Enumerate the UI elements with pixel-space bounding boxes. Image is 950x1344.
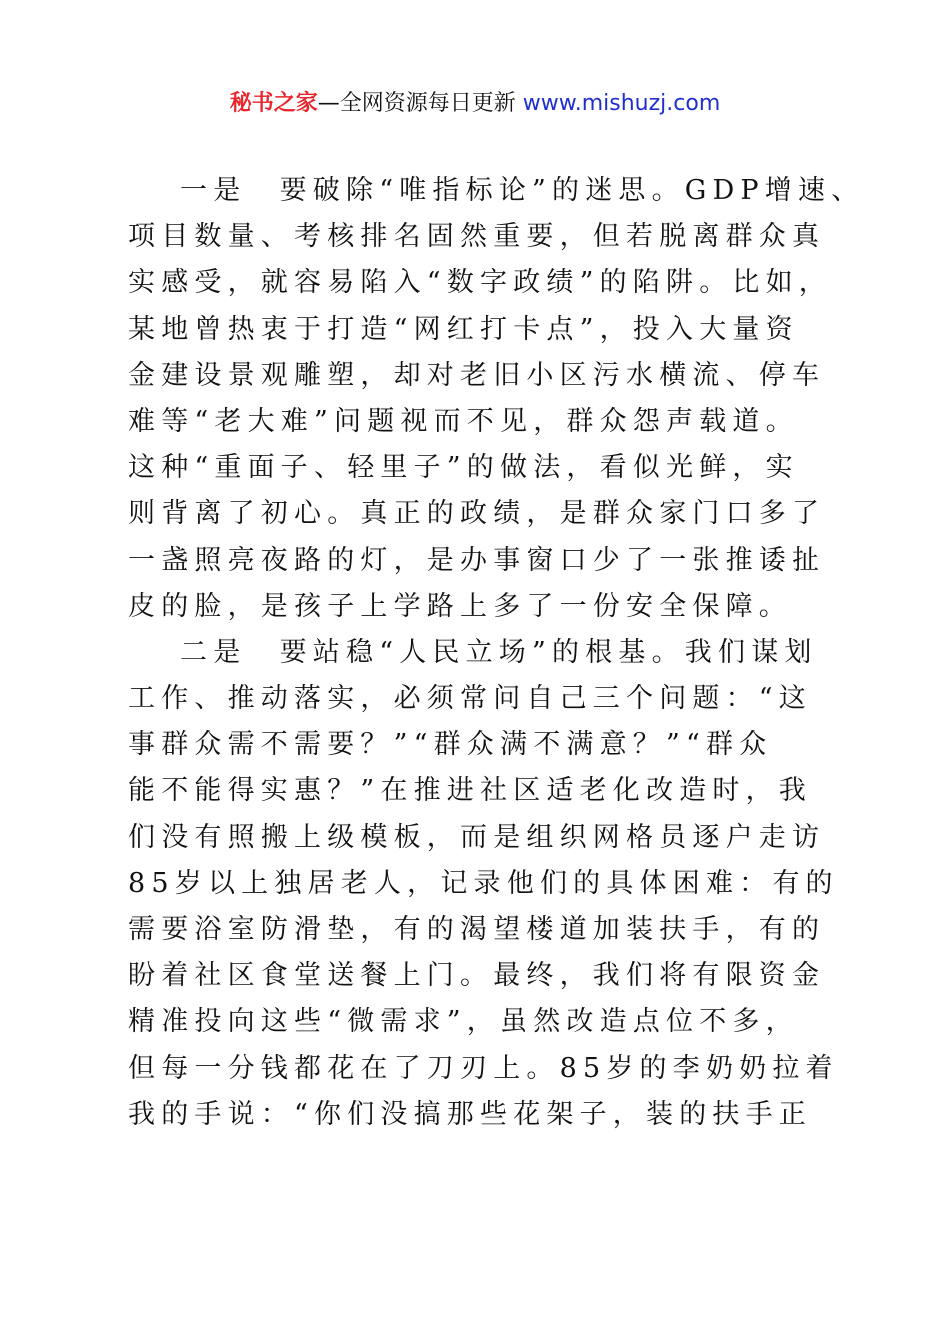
paragraph-line: 能不能得实惠？”在推进社区适老化改造时，我 <box>128 775 813 807</box>
paragraph-line: 这种“重面子、轻里子”的做法，看似光鲜，实 <box>128 452 799 484</box>
paragraph-line: 我的手说：“你们没搞那些花架子，装的扶手正 <box>128 1098 813 1130</box>
header-tagline: —全网资源每日更新 <box>317 91 516 116</box>
paragraph-line: 某地曾热衷于打造“网红打卡点”，投入大量资 <box>128 313 799 345</box>
paragraph-line: 一盏照亮夜路的灯，是办事窗口少了一张推诿扯 <box>128 544 826 576</box>
paragraph-line: 盼着社区食堂送餐上门。最终，我们将有限资金 <box>128 960 826 992</box>
paragraph-line: 二是 要站稳“人民立场”的根基。我们谋划 <box>180 636 818 668</box>
paragraph-line: 皮的脸，是孩子上学路上多了一份安全保障。 <box>128 590 792 622</box>
paragraph-line: 需要浴室防滑垫，有的渴望楼道加装扶手，有的 <box>128 914 826 945</box>
paragraph-line: 工作、推动落实，必须常问自己三个问题：“这 <box>128 683 813 715</box>
page-header <box>0 88 950 120</box>
paragraph-line: 难等“老大难”问题视而不见，群众怨声载道。 <box>128 405 799 437</box>
paragraph-line: 精准投向这些“微需求”，虽然改造点位不多， <box>128 1006 799 1038</box>
document-body <box>128 168 865 1138</box>
paragraph-line: 但每一分钱都花在了刀刃上。85岁的李奶奶拉着 <box>128 1052 839 1084</box>
paragraph-line: 金建设景观雕塑，却对老旧小区污水横流、停车 <box>128 359 826 391</box>
paragraph-line: 事群众需不需要？”“群众满不满意？”“群众 <box>128 729 773 761</box>
paragraph-line: 85岁以上独居老人，记录他们的具体困难：有的 <box>128 867 839 899</box>
paragraph-line: 则背离了初心。真正的政绩，是群众家门口多了 <box>128 498 826 530</box>
paragraph-line: 项目数量、考核排名固然重要，但若脱离群众真 <box>128 221 826 253</box>
brand-name: 秘书之家 <box>229 91 318 116</box>
paragraph-line: 们没有照搬上级模板，而是组织网格员逐户走访 <box>128 821 826 853</box>
website-link[interactable]: www.mishuzj.com <box>522 91 721 116</box>
paragraph-line: 实感受，就容易陷入“数字政绩”的陷阱。比如， <box>128 267 833 299</box>
paragraph-line: 一是 要破除“唯指标论”的迷思。GDP增速、 <box>180 175 865 206</box>
